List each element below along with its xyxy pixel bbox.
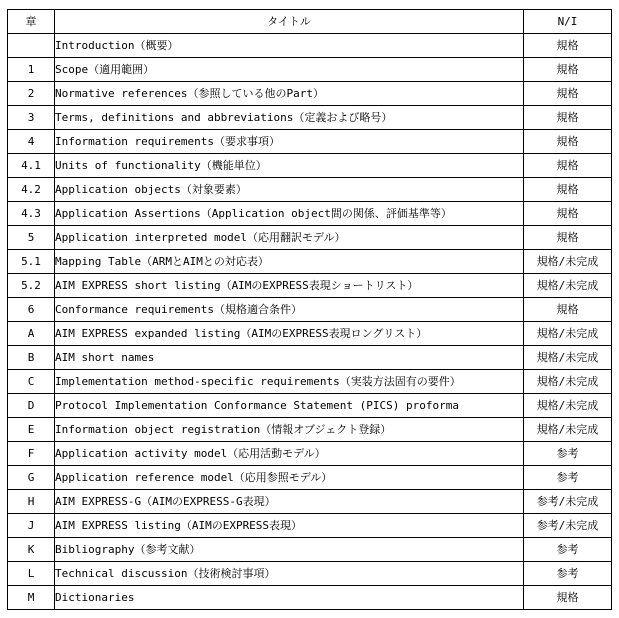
chapter-cell: K [8, 538, 55, 562]
ni-cell: 規格 [524, 82, 612, 106]
ni-cell: 規格/未完成 [524, 394, 612, 418]
ni-cell: 規格/未完成 [524, 346, 612, 370]
table-row [8, 202, 612, 226]
title-cell: Introduction（概要） [55, 34, 524, 58]
ni-cell: 規格 [524, 106, 612, 130]
table-row [8, 58, 612, 82]
title-cell: AIM EXPRESS-G（AIMのEXPRESS-G表現） [55, 490, 524, 514]
table-row [8, 346, 612, 370]
ni-cell: 規格/未完成 [524, 418, 612, 442]
chapter-cell: H [8, 490, 55, 514]
ni-cell: 参考 [524, 538, 612, 562]
chapter-cell: 4 [8, 130, 55, 154]
chapter-cell: G [8, 466, 55, 490]
ni-cell: 規格 [524, 178, 612, 202]
title-cell: AIM EXPRESS listing（AIMのEXPRESS表現） [55, 514, 524, 538]
title-cell: Application Assertions（Application object間の関係、評価基準等） [55, 202, 524, 226]
chapter-table [7, 9, 612, 610]
header-title: タイトル [55, 10, 524, 34]
chapter-cell [8, 34, 55, 58]
table-row [8, 298, 612, 322]
ni-cell: 規格 [524, 298, 612, 322]
ni-cell: 規格/未完成 [524, 370, 612, 394]
title-cell: AIM EXPRESS short listing（AIMのEXPRESS表現ショートリスト） [55, 274, 524, 298]
title-cell: Implementation method-specific requirements（実装方法固有の要件） [55, 370, 524, 394]
chapter-cell: B [8, 346, 55, 370]
ni-cell: 参考 [524, 442, 612, 466]
title-cell: Terms, definitions and abbreviations（定義および略号） [55, 106, 524, 130]
ni-cell: 規格 [524, 202, 612, 226]
table-row [8, 418, 612, 442]
table-row [8, 154, 612, 178]
title-cell: Information object registration（情報オブジェクト登録） [55, 418, 524, 442]
chapter-cell: J [8, 514, 55, 538]
title-cell: Normative references（参照している他のPart） [55, 82, 524, 106]
ni-cell: 規格/未完成 [524, 322, 612, 346]
title-cell: Technical discussion（技術検討事項） [55, 562, 524, 586]
table-row [8, 250, 612, 274]
ni-cell: 参考 [524, 466, 612, 490]
title-cell: Mapping Table（ARMとAIMとの対応表） [55, 250, 524, 274]
table-row [8, 178, 612, 202]
title-cell: Scope（適用範囲） [55, 58, 524, 82]
ni-cell: 規格 [524, 130, 612, 154]
ni-cell: 規格/未完成 [524, 274, 612, 298]
table-row [8, 490, 612, 514]
table-row [8, 562, 612, 586]
table-row [8, 82, 612, 106]
table-row [8, 370, 612, 394]
chapter-cell: E [8, 418, 55, 442]
title-cell: Dictionaries [55, 586, 524, 610]
chapter-cell: 3 [8, 106, 55, 130]
table-row [8, 442, 612, 466]
header-ni: N/I [524, 10, 612, 34]
ni-cell: 規格 [524, 586, 612, 610]
title-cell: Application objects（対象要素） [55, 178, 524, 202]
title-cell: AIM EXPRESS expanded listing（AIMのEXPRESS表現ロングリスト） [55, 322, 524, 346]
ni-cell: 規格 [524, 58, 612, 82]
ni-cell: 参考/未完成 [524, 490, 612, 514]
chapter-cell: C [8, 370, 55, 394]
title-cell: Units of functionality（機能単位） [55, 154, 524, 178]
title-cell: Application activity model（応用活動モデル） [55, 442, 524, 466]
title-cell: Conformance requirements（規格適合条件） [55, 298, 524, 322]
title-cell: Bibliography（参考文献） [55, 538, 524, 562]
table-row [8, 130, 612, 154]
header-chapter: 章 [8, 10, 55, 34]
ni-cell: 規格 [524, 154, 612, 178]
chapter-cell: D [8, 394, 55, 418]
chapter-cell: M [8, 586, 55, 610]
chapter-cell: L [8, 562, 55, 586]
title-cell: Application interpreted model（応用翻訳モデル） [55, 226, 524, 250]
chapter-cell: 1 [8, 58, 55, 82]
chapter-cell: 4.2 [8, 178, 55, 202]
chapter-cell: 4.3 [8, 202, 55, 226]
title-cell: AIM short names [55, 346, 524, 370]
chapter-cell: 5.1 [8, 250, 55, 274]
ni-cell: 参考 [524, 562, 612, 586]
chapter-cell: 5.2 [8, 274, 55, 298]
ni-cell: 規格 [524, 34, 612, 58]
table-row [8, 274, 612, 298]
table-row [8, 586, 612, 610]
table-row [8, 34, 612, 58]
table-row [8, 394, 612, 418]
title-cell: Application reference model（応用参照モデル） [55, 466, 524, 490]
ni-cell: 規格/未完成 [524, 250, 612, 274]
chapter-cell: 2 [8, 82, 55, 106]
table-row [8, 466, 612, 490]
title-cell: Protocol Implementation Conformance Statement (PICS) proforma [55, 394, 524, 418]
table-row [8, 514, 612, 538]
title-cell: Information requirements（要求事項） [55, 130, 524, 154]
chapter-cell: 5 [8, 226, 55, 250]
table-header-row [8, 10, 612, 34]
chapter-cell: F [8, 442, 55, 466]
chapter-cell: 4.1 [8, 154, 55, 178]
table-row [8, 106, 612, 130]
ni-cell: 参考/未完成 [524, 514, 612, 538]
chapter-cell: 6 [8, 298, 55, 322]
table-row [8, 538, 612, 562]
chapter-cell: A [8, 322, 55, 346]
table-row [8, 322, 612, 346]
table-row [8, 226, 612, 250]
ni-cell: 規格 [524, 226, 612, 250]
